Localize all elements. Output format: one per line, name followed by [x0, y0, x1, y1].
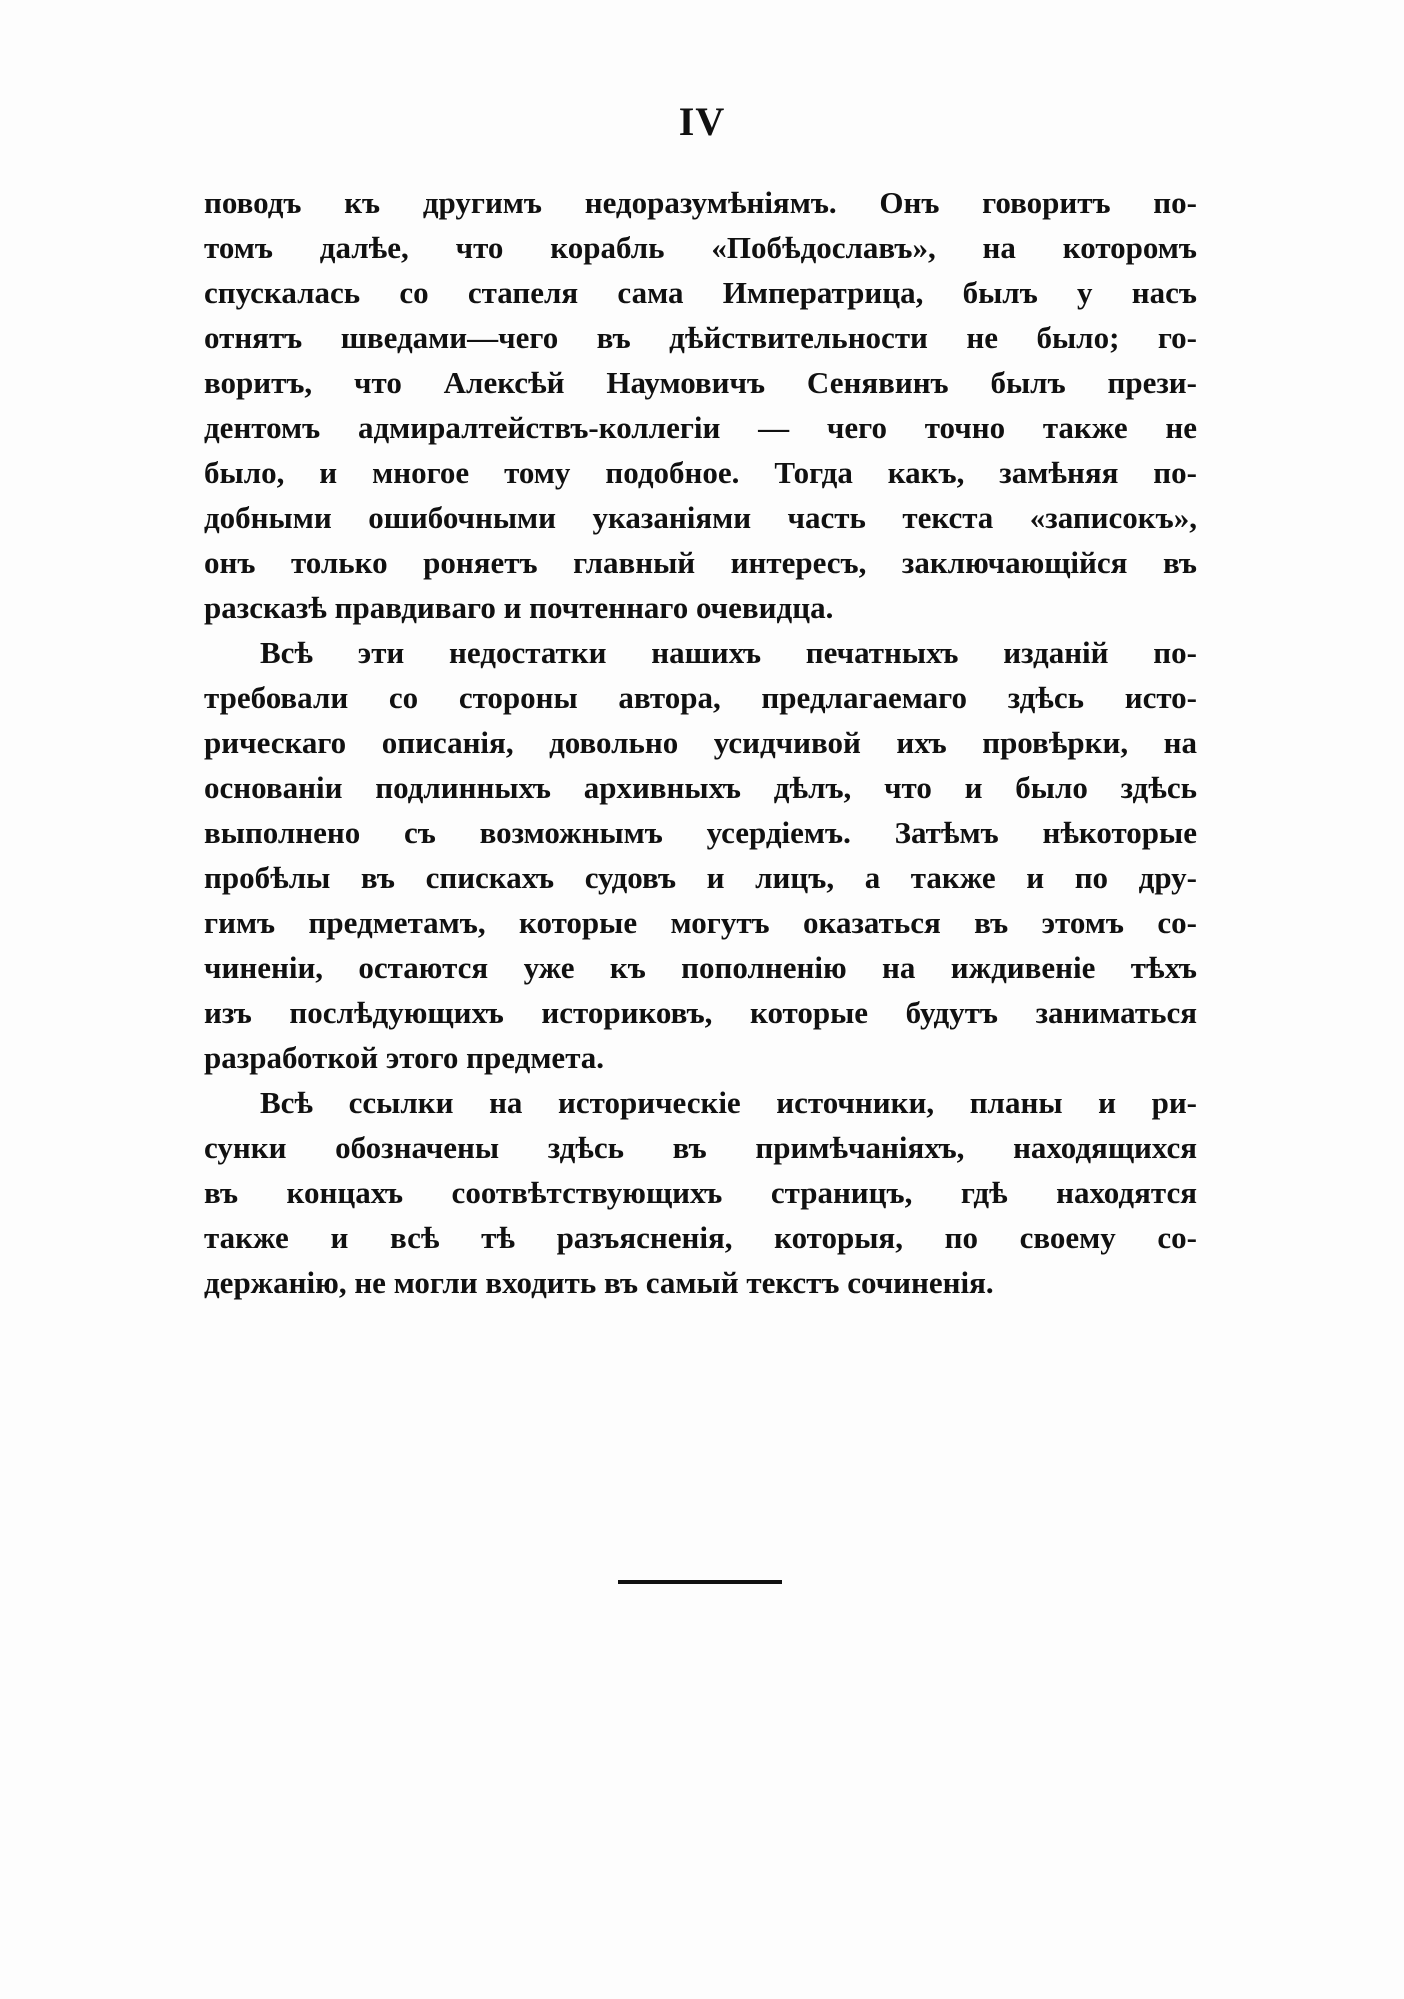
text-line: воритъ, что Алексѣй Наумовичъ Сенявинъ былъ прези-	[204, 365, 1197, 400]
text-line: сунки обозначены здѣсь въ примѣчаніяхъ, находящихся	[204, 1130, 1197, 1165]
text-line: добными ошибочными указаніями часть текста «записокъ»,	[204, 500, 1197, 535]
text-line: выполнено съ возможнымъ усердіемъ. Затѣмъ нѣкоторые	[204, 815, 1197, 850]
paragraph	[204, 180, 1197, 630]
closing-rule	[618, 1580, 782, 1584]
paragraph	[204, 1080, 1197, 1305]
text-line: чиненіи, остаются уже къ пополненію на иждивеніе тѣхъ	[204, 950, 1197, 985]
text-line: Всѣ эти недостатки нашихъ печатныхъ изданій по-	[260, 635, 1197, 670]
text-line: пробѣлы въ спискахъ судовъ и лицъ, а также и по дру-	[204, 860, 1197, 895]
paragraph	[204, 630, 1197, 1080]
text-line: разработкой этого предмета.	[204, 1040, 605, 1075]
text-line: держанію, не могли входить въ самый текстъ сочиненія.	[204, 1265, 994, 1300]
text-line: въ концахъ соотвѣтствующихъ страницъ, гдѣ находятся	[204, 1175, 1197, 1210]
text-line: Всѣ ссылки на историческіе источники, планы и ри-	[260, 1085, 1197, 1120]
text-line: онъ только роняетъ главный интересъ, заключающійся въ	[204, 545, 1197, 580]
body-text	[204, 180, 1197, 1305]
text-line: требовали со стороны автора, предлагаемаго здѣсь исто-	[204, 680, 1197, 715]
text-line: основаніи подлинныхъ архивныхъ дѣлъ, что и было здѣсь	[204, 770, 1197, 805]
text-line: также и всѣ тѣ разъясненія, которыя, по своему со-	[204, 1220, 1197, 1255]
text-line: было, и многое тому подобное. Тогда какъ, замѣняя по-	[204, 455, 1197, 490]
text-line: томъ далѣе, что корабль «Побѣдославъ», на которомъ	[204, 230, 1197, 265]
text-line: поводъ къ другимъ недоразумѣніямъ. Онъ говоритъ по-	[204, 185, 1197, 220]
text-line: гимъ предметамъ, которые могутъ оказаться въ этомъ со-	[204, 905, 1197, 940]
text-line: разсказѣ правдиваго и почтеннаго очевидца.	[204, 590, 834, 625]
text-line: рическаго описанія, довольно усидчивой ихъ провѣрки, на	[204, 725, 1197, 760]
page-number: IV	[678, 99, 726, 144]
text-line: изъ послѣдующихъ историковъ, которые будутъ заниматься	[204, 995, 1197, 1030]
text-line: спускалась со стапеля сама Императрица, былъ у насъ	[204, 275, 1197, 310]
text-line: дентомъ адмиралтействъ-коллегіи — чего точно также не	[204, 410, 1197, 445]
text-line: отнятъ шведами—чего въ дѣйствительности не было; го-	[204, 320, 1197, 355]
